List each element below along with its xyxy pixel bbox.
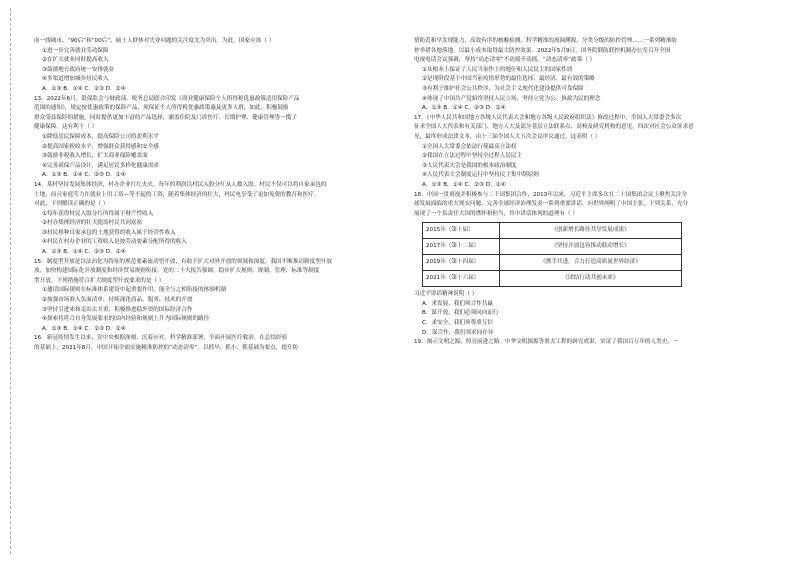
text-line: ①降低居民保障成本，提高保险公司的盈利水平	[42, 133, 159, 140]
text-line: ②我国在立法过程中坚持全过程人民民主	[422, 153, 523, 160]
text-line: 而一线城市、“90后”和“00后”、硕士人群体对失业问题的关注度尤为突出。为此，国家应该（ ）	[34, 38, 275, 44]
table-row	[423, 239, 682, 255]
text-line: ③鼓励地方政府统一安排就业	[42, 66, 115, 73]
text-line: ④探索将符合自身发展要求的国内经验和规则上升为国际规则的路径	[42, 316, 210, 323]
table-cell-year: 2015年（第十届）	[423, 223, 500, 239]
text-line: ③人民代表大会是我国的根本政治制度	[422, 162, 517, 169]
text-line: ①邀请国际规则在标准体系建设中起重要作用，能全与之相衔接的体制机制	[42, 287, 227, 294]
text-line: 群众受益保险的措施，同时提供更加丰富的产品选择，涵盖住院及门诊医疗、长期护理、健康管理等一揽子	[34, 114, 297, 121]
text-line: ②在扩大就业同时提高收入	[42, 57, 109, 64]
text-line: 19．揭示文明之源，照亮前进之路。中华文明探源等重大工程的研究成果，实证了我国百万年的人类史、一	[414, 339, 679, 346]
text-line: 见，最终形成法律文本，由十三届全国人大五次会议审议通过。这表明（ ）	[414, 133, 601, 140]
table-cell-year: 2017年（第十二届）	[423, 239, 500, 255]
g20-speeches-table	[422, 222, 682, 287]
table-cell-title: 《携手共进，合力打造高质量世界经济》	[500, 255, 682, 271]
table-cell-title: 《创新增长路径共享发展成果》	[500, 223, 682, 239]
text-line: 电视电话会议强调，坚持“动态清零”不动摇不动摇。“动态清零”政策（ ）	[414, 57, 596, 64]
text-line: ③鼓励非税收入增长，扩大商业保险覆盖面	[42, 153, 148, 160]
text-line: A．①③ B．①④ C．②③ D．②④	[42, 249, 126, 256]
text-line: ①进一步完善就业劳动保障	[42, 47, 109, 54]
text-line: A．求发展，我们须合作共赢	[422, 300, 493, 307]
text-line: 习近平讲话精神说明（ ）	[414, 291, 478, 298]
text-line: 展现了一个负责任大国的襟怀和担当，其中讲话体现的道理有（ ）	[414, 210, 578, 217]
text-line: B．谋开放，我们必须同向而行	[422, 310, 499, 317]
text-line: ④村民在村办企业的工资收入是按劳动要素分配所得的收入	[42, 239, 187, 246]
text-line: A．①③ B．①④ C．②③ D．②④	[422, 181, 506, 188]
text-line: 征求全国人大代表和有关部门、地方人大及部分基层立法联系点、高校及研究机构的意见，四次对社会公众征求意	[414, 124, 694, 131]
table-cell-year: 2021年（第十六届）	[423, 271, 500, 287]
text-line: 14．某村坚持发展集体经济，村办企业红红火火，每年的利润以村民入股分红从人数入股。村民不仅可以将自家承包的	[34, 181, 327, 188]
text-line: ②村办集体经济的壮大提高村民共同富裕	[42, 220, 143, 227]
text-line: 放，加快构建国际化开放制度和经济贸易规则衔接。党的二十大报告强调，稳步扩大规则、规制、管理、标准等制度	[34, 268, 320, 275]
table-row	[423, 271, 682, 287]
text-line: A．①③ B．①④ C．②③ D．②④	[42, 85, 126, 92]
text-line: 15．制度型开放是以法治化为特征的规范要素流动型开放，有助于扩大对外开放的领域和深度，我国不断推动制度型开放	[34, 258, 332, 265]
text-line: 球发展面临的重大现实问题、完善全球经济治理发表一系列重要讲话，向世界阐明了中国主张。下列关系，充分	[414, 201, 689, 208]
text-line: ①从根本上保证了人民当家作主的地位和人民民主的国家性质	[422, 66, 573, 73]
text-line: ④完善商保产品设计，满足居民多样化健康需求	[42, 162, 159, 169]
text-line: ③村民租种自家承包的土地获得的收入属于经营性收入	[42, 229, 176, 236]
text-line: A．①③ B．①④ C．②③ D．②④	[422, 105, 506, 112]
text-line: 控举措各地落地，以最小成本取得最大防控效果。2022年5月9日，国务院联防联控机制办公室召开全国	[414, 47, 671, 54]
table-cell-year: 2019年（第十四届）	[423, 255, 500, 271]
text-line: 健康保障。这有利于（ ）	[34, 124, 98, 131]
text-line: ②加强市场准入负面清单，持续深化商品、服务、技术的开放	[42, 297, 193, 304]
text-line: A．①③ B．①④ C．②③ D．②④	[42, 172, 126, 179]
text-line: ④体现了中国共产党始终坚持人民立场、坚持立党为公、执政为民的理念	[422, 95, 601, 102]
binding-margin-rule	[10, 8, 11, 554]
text-line: ④人民代表大会制度运行中坚持民主集中制原则	[422, 172, 539, 179]
text-line: 17．《中华人民共和国地方各级人民代表大会和地方各级人民政府组织法》修改过程中，全国人大常委会多次	[414, 114, 682, 121]
text-line: A．①③ B．①④ C．②③ D．②④	[42, 325, 126, 332]
left-column	[34, 37, 379, 354]
text-line: 型开放。下列措施符合扩大制度型开放要求的是（ ）	[34, 277, 165, 284]
text-line: D．谋合作，我们须求同存异	[422, 329, 494, 336]
text-line: 对此，下列解读正确的是（ ）	[34, 201, 109, 208]
text-line: ③有利于维护社会公共秩序，为社会主义现代化建设提供可靠保障	[422, 85, 584, 92]
table-cell-title: 《坚持开放包容推动联动增长》	[500, 239, 682, 255]
text-line: 13．2022年6月，银保监会与财政部、税务总局联合印发《商业健康保险个人所得税优惠政策适用保险产品	[34, 95, 300, 102]
text-line: ②是现阶段基于中国当前疫情形势的最佳选择、最经济、最有效的策略	[422, 76, 595, 83]
text-line: 情防范和早发现能力，高效有序的核酸检测、科学精准的流调溯源、分类分级的防控管理……一系列精准防	[414, 38, 677, 44]
table-cell-title: 《团结行动共创未来》	[500, 271, 682, 287]
text-line: 16．新冠疫情发生以来，党中央根据深刻、沉着应对，科学精准部署，全面开展医疗救治。在总结经验	[34, 335, 288, 342]
table-row	[423, 223, 682, 239]
right-column	[414, 37, 759, 348]
text-line: C．求安全，我们须尊重互信	[422, 320, 494, 327]
right-column-bottom-text	[414, 290, 759, 348]
text-line: ④多渠道增加城乡居民收入	[42, 76, 109, 83]
text-line: ③坚持引进来和走出去并重，积极推进稳外资的国际经济合作	[42, 306, 193, 313]
text-line: ①全国人大常委会依法行使最高立法权	[422, 143, 517, 150]
table-row	[423, 255, 682, 271]
text-line: 的基础上，2021年8月，中国开始全面实施精准防控的“动态清零”，以抓早、抓小、抓基础为要点，提升防	[34, 345, 299, 351]
text-line: ②提高国家税收水平，增强群众获得感和安全感	[42, 143, 159, 150]
right-column-top-text	[414, 37, 759, 219]
text-line: 土地，而且家庭劳力在就业上用工资—等不起的工资，随着集体经济的壮大，村民电享受了更加免费的教育和医疗。	[34, 191, 320, 198]
text-line: 范围的通知》，规定按优惠政策的保险产品，须保证个人所得税优惠政策惠及更多人群，如此，积极鼓励	[34, 105, 289, 112]
text-line: ①每年获得村民入股分红所得属于财产性收入	[42, 210, 154, 217]
text-line: 18．中国一贯重视并积极参与二十国集团合作，2013年以来，习近平主席多次在二十国集团会议上聚焦关注全	[414, 191, 688, 198]
